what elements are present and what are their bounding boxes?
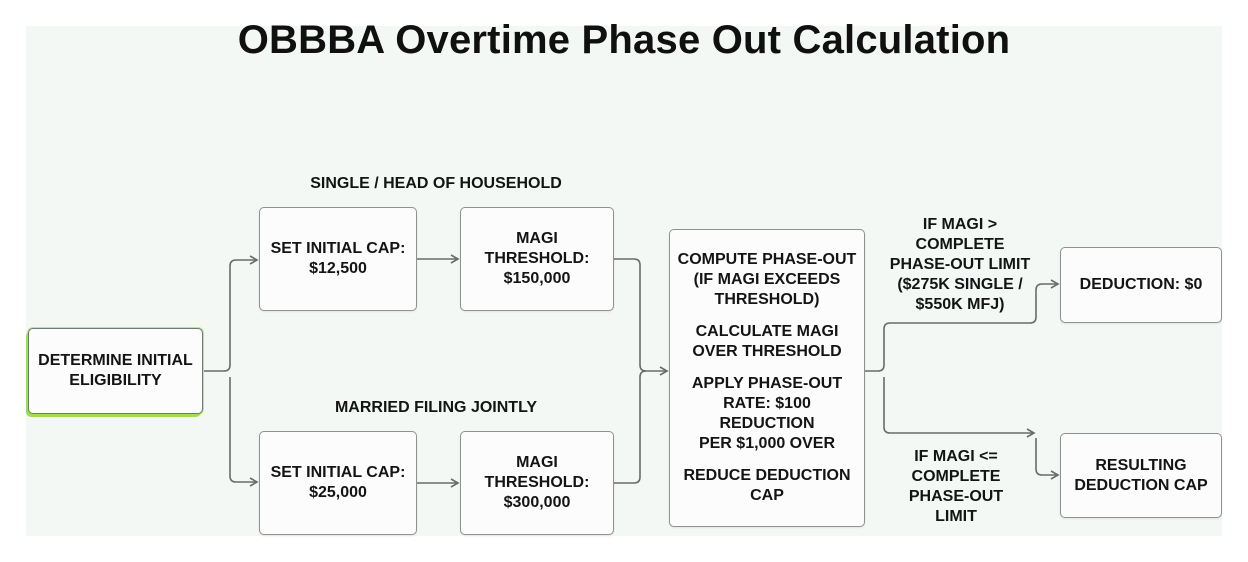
compute-phase-out-node — [669, 229, 865, 527]
determine-eligibility-node: DETERMINE INITIAL ELIGIBILITY — [28, 328, 203, 414]
diagram-title: OBBBA Overtime Phase Out Calculation — [237, 18, 1011, 62]
single-magi-threshold-node: MAGI THRESHOLD: $150,000 — [460, 207, 614, 311]
connector-mfj-threshold-to-compute — [614, 371, 646, 483]
compute-step-2: CALCULATE MAGI OVER THRESHOLD — [692, 323, 842, 360]
deduction-zero-node: DEDUCTION: $0 — [1060, 247, 1222, 323]
single-branch-label: SINGLE / HEAD OF HOUSEHOLD — [310, 175, 562, 192]
compute-step-3: APPLY PHASE-OUT RATE: $100 REDUCTION PER $1,000 OVER — [691, 375, 843, 452]
compute-step-4: REDUCE DEDUCTION CAP — [683, 467, 851, 504]
mfj-initial-cap-node: SET INITIAL CAP: $25,000 — [259, 431, 417, 535]
connector-start-to-single — [204, 260, 257, 371]
condition-over-limit: IF MAGI > COMPLETE PHASE-OUT LIMIT ($275K SINGLE / $550K MFJ) — [889, 216, 1031, 313]
compute-step-1: COMPUTE PHASE-OUT (IF MAGI EXCEEDS THRESHOLD) — [677, 251, 857, 308]
condition-under-limit: IF MAGI <= COMPLETE PHASE-OUT LIMIT — [908, 448, 1004, 525]
resulting-deduction-cap-node: RESULTING DEDUCTION CAP — [1060, 433, 1222, 518]
connector-start-to-mfj — [230, 377, 257, 482]
connector-compute-to-lower — [884, 377, 1034, 433]
mfj-branch-label: MARRIED FILING JOINTLY — [334, 399, 538, 416]
mfj-magi-threshold-node: MAGI THRESHOLD: $300,000 — [460, 431, 614, 535]
connector-lower-to-resulting — [1036, 438, 1058, 475]
single-initial-cap-node: SET INITIAL CAP: $12,500 — [259, 207, 417, 311]
connector-single-threshold-to-compute — [614, 259, 667, 371]
